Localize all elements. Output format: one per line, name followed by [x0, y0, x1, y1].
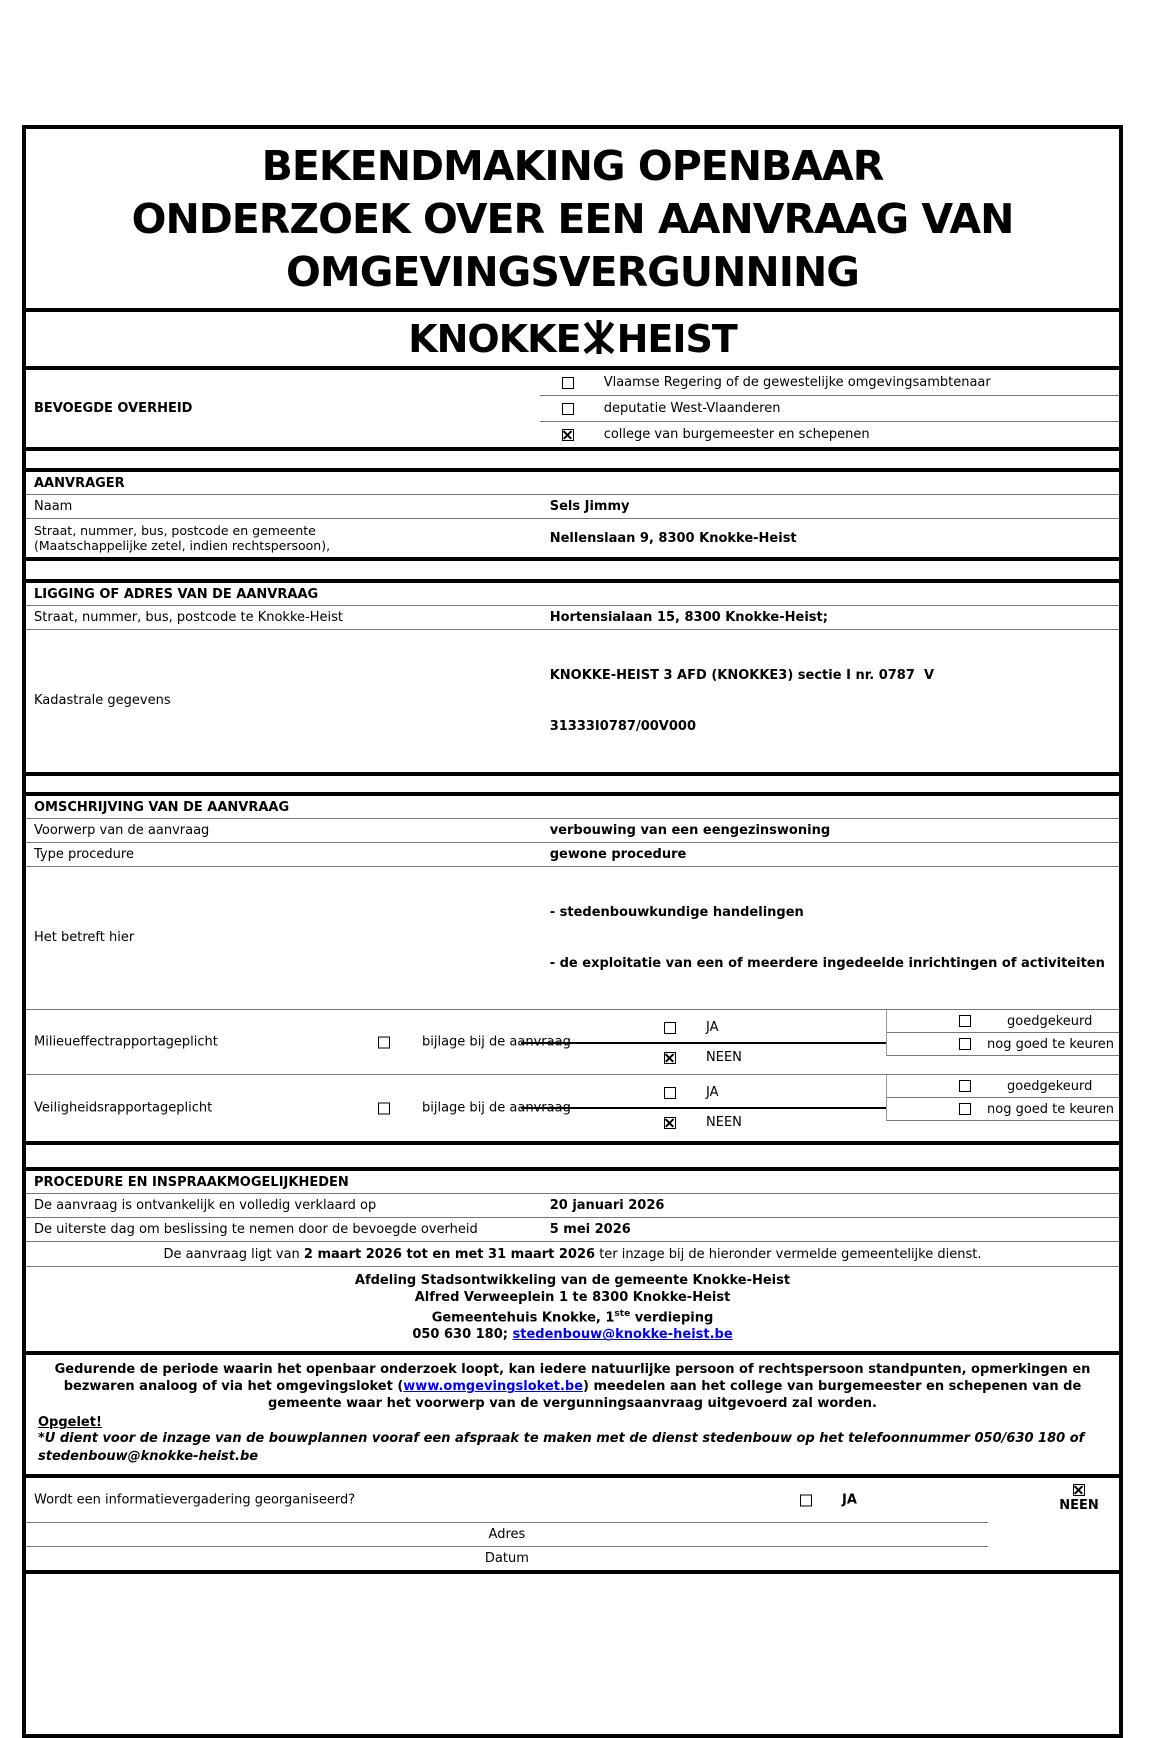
vergadering-neen	[1051, 1482, 1107, 1513]
row-veiligheidsrapportageplicht	[26, 1075, 1119, 1141]
goedgekeurd-label: goedgekeurd	[1007, 1013, 1093, 1029]
checkbox-veiligheid-bijlage[interactable]	[378, 1102, 390, 1114]
omgevingsloket-link[interactable]: www.omgevingsloket.be	[403, 1379, 584, 1395]
checkbox-veiligheid-goedgekeurd[interactable]	[959, 1080, 971, 1092]
nog-goed-label: nog goed te keuren	[987, 1101, 1114, 1117]
row-het-betreft-hier	[26, 867, 1119, 1010]
inzage-prefix: De aanvraag ligt van	[163, 1247, 304, 1262]
bijlage-line	[521, 1107, 886, 1109]
section-gap	[26, 1141, 1119, 1171]
informatievergadering-question: Wordt een informatievergadering georganiseerd?	[34, 1492, 356, 1508]
section-bevoegde-overheid	[26, 370, 1119, 447]
row-adres: Adres	[26, 1522, 988, 1546]
row-ligging-straat	[26, 606, 1119, 630]
row-ontvankelijk	[26, 1194, 1119, 1218]
ja-label: JA	[706, 1085, 719, 1100]
row-aanvrager-adres	[26, 519, 1119, 557]
kadaster-value	[540, 630, 1119, 772]
omschrijving-header: OMSCHRIJVING VAN DE AANVRAAG	[26, 796, 1119, 819]
betreft-value	[540, 867, 1119, 1009]
checkbox-milieu-bijlage[interactable]	[378, 1036, 390, 1048]
option-deputatie	[540, 396, 1119, 422]
checkbox-vlaamse-regering[interactable]	[562, 377, 574, 389]
checkbox-vergadering-ja[interactable]	[800, 1494, 812, 1506]
stedenbouw-email-link[interactable]: stedenbouw@knokke-heist.be	[512, 1327, 733, 1343]
section-gap	[26, 447, 1119, 472]
veiligheid-label: Veiligheidsrapportageplicht	[34, 1100, 213, 1116]
inzage-sentence	[26, 1242, 1119, 1267]
milieu-neen	[634, 1050, 742, 1065]
checkbox-milieu-ja[interactable]	[664, 1022, 676, 1034]
neen-label: NEEN	[706, 1115, 742, 1130]
dienst-line3-pre: Gemeentehuis Knokke, 1	[431, 1310, 615, 1326]
type-procedure-label: Type procedure	[34, 846, 134, 862]
ontvankelijk-value: 20 januari 2026	[549, 1198, 665, 1213]
milieu-goedkeuring-subcolumn	[886, 1010, 1119, 1056]
row-voorwerp	[26, 819, 1119, 843]
afspraak-note: *U dient voor de inzage van de bouwplannen vooraf een afspraak te maken met de dienst stedenbouw op het telefoonnummer 050/630 180 of stedenbouw@knokke-heist.be	[38, 1431, 1085, 1465]
bevoegde-overheid-options	[540, 370, 1119, 447]
bezwaar-prefix: Gedurende de periode waarin het openbaar onderzoek loopt, kan iedere natuurlijke persoon of rechtspersoon standpunten, opmerkingen en bezwaren analoog of via het omgevingsloket (	[54, 1362, 1091, 1395]
row-milieueffectrapportageplicht	[26, 1010, 1119, 1075]
inzage-suffix: ter inzage bij de hieronder vermelde gemeentelijke dienst.	[595, 1247, 982, 1262]
checkbox-milieu-goedgekeurd[interactable]	[959, 1015, 971, 1027]
row-naam	[26, 495, 1119, 519]
ligging-straat-value: Hortensialaan 15, 8300 Knokke-Heist;	[549, 610, 828, 625]
page-title-line3: OMGEVINGSVERGUNNING	[286, 248, 859, 296]
logo-text-heist: HEIST	[616, 317, 737, 361]
milieu-goedgekeurd-row	[887, 1010, 1119, 1033]
dienst-line2: Alfred Verweeplein 1 te 8300 Knokke-Heist	[414, 1290, 731, 1305]
section-ligging	[26, 583, 1119, 772]
neen-label: NEEN	[1059, 1498, 1099, 1514]
checkbox-deputatie[interactable]	[562, 403, 574, 415]
bijlage-line	[521, 1042, 886, 1044]
milieu-nog-goed-row	[887, 1033, 1119, 1056]
dienst-phone: 050 630 180;	[412, 1327, 513, 1343]
logo-text-knokke: KNOKKE	[408, 317, 581, 361]
dienst-line3-post: verdieping	[630, 1310, 714, 1326]
option-label: Vlaamse Regering of de gewestelijke omgevingsambtenaar	[603, 375, 991, 390]
checkbox-vergadering-neen[interactable]	[1073, 1484, 1085, 1496]
uiterste-value: 5 mei 2026	[549, 1222, 631, 1237]
dienst-line1: Afdeling Stadsontwikkeling van de gemeente Knokke-Heist	[354, 1273, 791, 1288]
option-label: deputatie West-Vlaanderen	[603, 401, 781, 416]
aanvrager-adres-label-line2: (Maatschappelijke zetel, indien rechtspersoon),	[34, 538, 331, 553]
voorwerp-value: verbouwing van een eengezinswoning	[549, 823, 831, 838]
kadaster-label: Kadastrale gegevens	[34, 693, 171, 708]
bijlage-label: bijlage bij de aanvraag	[422, 1100, 571, 1116]
betreft-line1: - stedenbouwkundige handelingen	[549, 905, 804, 920]
section-procedure	[26, 1171, 1119, 1355]
municipality-logo	[26, 312, 1119, 370]
checkbox-college[interactable]	[562, 429, 574, 441]
bezwaar-paragraph	[38, 1361, 1107, 1412]
voorwerp-label: Voorwerp van de aanvraag	[34, 822, 210, 838]
bijlage-label: bijlage bij de aanvraag	[422, 1034, 571, 1050]
bevoegde-overheid-label: BEVOEGDE OVERHEID	[34, 401, 193, 416]
veiligheid-neen	[634, 1115, 742, 1130]
aanvrager-adres-value: Nellenslaan 9, 8300 Knokke-Heist	[549, 530, 797, 546]
section-omschrijving	[26, 796, 1119, 1141]
aanvrager-adres-label-line1: Straat, nummer, bus, postcode en gemeente	[34, 523, 316, 538]
neen-label: NEEN	[706, 1050, 742, 1065]
checkbox-milieu-neen[interactable]	[664, 1052, 676, 1064]
section-informatievergadering	[26, 1478, 1119, 1574]
page-title-line1: BEKENDMAKING OPENBAAR	[261, 142, 884, 190]
ontvankelijk-label: De aanvraag is ontvankelijk en volledig verklaard op	[34, 1197, 377, 1213]
empty-footer-box	[26, 1574, 1119, 1734]
procedure-header: PROCEDURE EN INSPRAAKMOGELIJKHEDEN	[26, 1171, 1119, 1194]
gemeentelijke-dienst-block	[26, 1267, 1119, 1351]
option-vlaamse-regering	[540, 370, 1119, 396]
row-informatievergadering	[26, 1478, 1119, 1522]
dienst-line3-sup: ste	[614, 1309, 631, 1319]
betreft-line2: - de exploitatie van een of meerdere ingedeelde inrichtingen of activiteiten	[549, 956, 1105, 971]
row-uiterste-dag	[26, 1218, 1119, 1242]
ligging-straat-label: Straat, nummer, bus, postcode te Knokke-Heist	[34, 609, 343, 625]
row-type-procedure	[26, 843, 1119, 867]
uiterste-label: De uiterste dag om beslissing te nemen door de bevoegde overheid	[34, 1221, 478, 1237]
betreft-label: Het betreft hier	[34, 930, 135, 945]
row-kadastrale-gegevens	[26, 630, 1119, 772]
naam-value: Sels Jimmy	[549, 499, 630, 514]
option-label: college van burgemeester en schepenen	[603, 427, 870, 442]
ja-label: JA	[842, 1492, 857, 1508]
section-gap	[26, 557, 1119, 583]
page-title-line2: ONDERZOEK OVER EEN AANVRAAG VAN	[131, 195, 1014, 243]
opgelet-label: Opgelet!	[38, 1415, 102, 1431]
knokke-heist-mark-icon	[582, 318, 616, 360]
checkbox-milieu-nog-goed[interactable]	[959, 1038, 971, 1050]
ligging-header: LIGGING OF ADRES VAN DE AANVRAAG	[26, 583, 1119, 606]
checkbox-veiligheid-nog-goed[interactable]	[959, 1103, 971, 1115]
dienst-line4	[26, 1326, 1119, 1343]
checkbox-veiligheid-ja[interactable]	[664, 1087, 676, 1099]
section-bezwaar	[26, 1355, 1119, 1478]
veiligheid-goedkeuring-subcolumn	[886, 1075, 1119, 1121]
kadaster-value-line1: KNOKKE-HEIST 3 AFD (KNOKKE3) sectie I nr. 0787 V	[549, 668, 935, 683]
type-procedure-value: gewone procedure	[549, 847, 687, 862]
veiligheid-ja	[634, 1085, 719, 1100]
section-gap	[26, 772, 1119, 796]
title-box	[26, 129, 1119, 312]
section-aanvrager	[26, 472, 1119, 557]
dienst-line3	[26, 1306, 1119, 1326]
naam-label: Naam	[34, 498, 73, 514]
goedgekeurd-label: goedgekeurd	[1007, 1078, 1093, 1094]
veiligheid-nog-goed-row	[887, 1098, 1119, 1121]
inzage-period: 2 maart 2026 tot en met 31 maart 2026	[303, 1247, 596, 1262]
aanvrager-header: AANVRAGER	[26, 472, 1119, 495]
aanvrager-adres-label	[26, 520, 540, 556]
vergadering-ja	[770, 1493, 857, 1508]
announcement-document	[22, 125, 1123, 1738]
ja-label: JA	[706, 1020, 719, 1035]
milieu-ja	[634, 1020, 719, 1035]
bezwaar-suffix: ) meedelen aan het college van burgemeester en schepenen van de gemeente waar het voorwerp van de vergunningsaanvraag uitgevoerd zal worden.	[267, 1379, 1082, 1412]
milieu-label: Milieueffectrapportageplicht	[34, 1034, 218, 1050]
option-college	[540, 422, 1119, 447]
veiligheid-goedgekeurd-row	[887, 1075, 1119, 1098]
nog-goed-label: nog goed te keuren	[987, 1036, 1114, 1052]
row-datum: Datum	[26, 1546, 988, 1570]
checkbox-veiligheid-neen[interactable]	[664, 1117, 676, 1129]
kadaster-value-line2: 31333I0787/00V000	[549, 719, 696, 734]
